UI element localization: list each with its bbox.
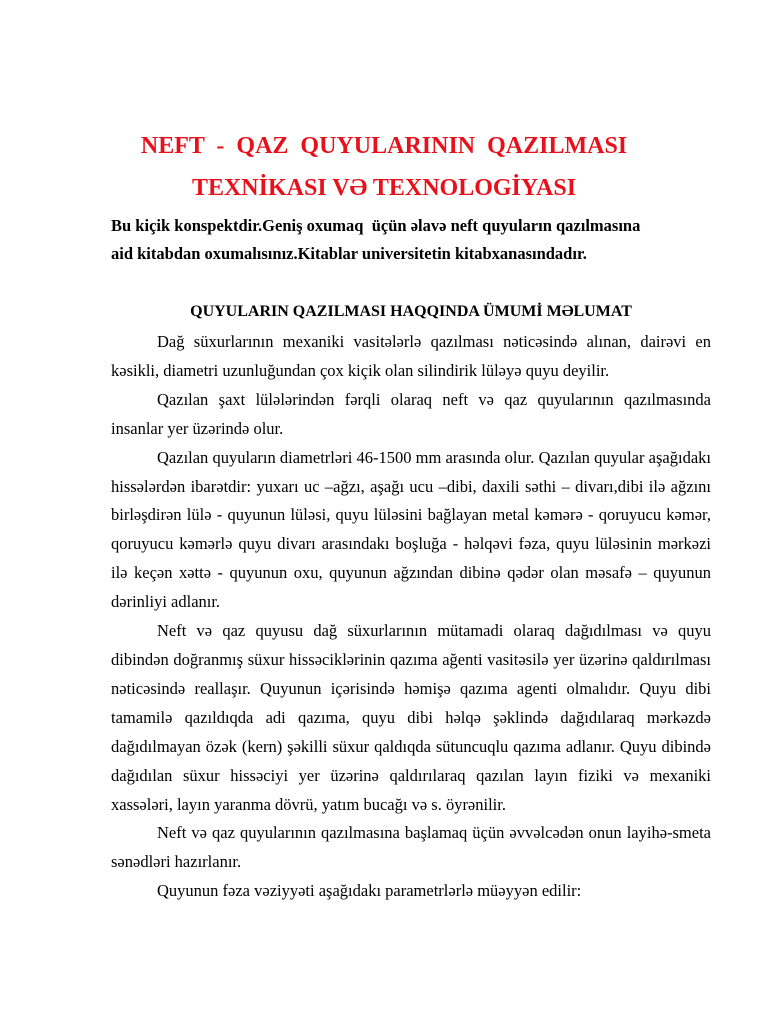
paragraph-spatial-parameters: Quyunun fəza vəziyyəti aşağıdakı parametrlərlə müəyyən edilir: — [157, 881, 582, 901]
intro-note-line-2: aid kitabdan oxumalısınız.Kitablar universitetin kitabxanasındadır. — [111, 244, 587, 263]
intro-note-line-1: Bu kiçik konspektdir.Geniş oxumaq üçün əlavə neft quyuların qazılmasına — [111, 216, 641, 235]
paragraph-project-documents: Neft və qaz quyularının qazılmasına başlamaq üçün əvvəlcədən onun layihə-smeta sənədləri hazırlanır. — [111, 823, 711, 872]
paragraph-people-surface: Qazılan şaxt lülələrindən fərqli olaraq neft və qaz quyularının qazılmasında insanlar yer üzərində olur. — [111, 389, 711, 438]
document-title-line-2: TEXNİKASI VƏ TEXNOLOGİYASI — [191, 175, 577, 201]
paragraph-drilling-process: Neft və qaz quyusu dağ süxurlarının mütamadi olaraq dağıdılması və quyu dibindən doğranmış süxur hissəciklərinin qazıma ağenti vasitəsilə yer üzərinə qaldırılması nəticəsində reallaşır. Quyunun içərisində həmişə qazıma agenti olmalıdır. Quyu dibi tamamilə qazıldıqda adi qazıma, quyu dibi həlqə şəklində dağıdılaraq mərkəzdə dağıdılmayan özək (kern) şəkilli süxur qaldıqda sütuncuqlu qazıma adlanır. Quyu dibində dağıdılan süxur hissəciyi yer üzərinə qaldırılaraq qazılan layın fiziki və mexaniki xassələri, layın yaranma dövrü, yatım bucağı və s. öyrənilir. — [111, 621, 711, 814]
section-heading: QUYULARIN QAZILMASI HAQQINDA ÜMUMİ MƏLUMAT — [190, 303, 632, 320]
body-text — [111, 328, 711, 906]
document-title-line-1: NEFT - QAZ QUYULARININ QAZILMASI — [140, 133, 628, 159]
paragraph-well-definition: Dağ süxurlarının mexaniki vasitələrlə qazılması nəticəsində alınan, dairəvi en kəsikli, diametri uzunluğundan çox kiçik olan silindirik lüləyə quyu deyilir. — [111, 332, 711, 380]
paragraph-well-parts: Qazılan quyuların diametrləri 46-1500 mm arasında olur. Qazılan quyular aşağıdakı hissələrdən ibarətdir: yuxarı uc –ağzı, aşağı ucu –dibi, daxili səthi – divarı,dibi ilə ağzını birləşdirən lülə - quyunun lüləsi, quyu lüləsini bağlayan metal kəmərə - qoruyucu kəmər, qoruyucu kəmərlə quyu divarı arasındakı boşluğa - həlqəvi fəza, quyu lüləsinin mərkəzi ilə keçən xəttə - quyunun oxu, quyunun ağzından dibinə qədər olan məsafə – quyunun dərinliyi adlanır. — [111, 447, 711, 612]
